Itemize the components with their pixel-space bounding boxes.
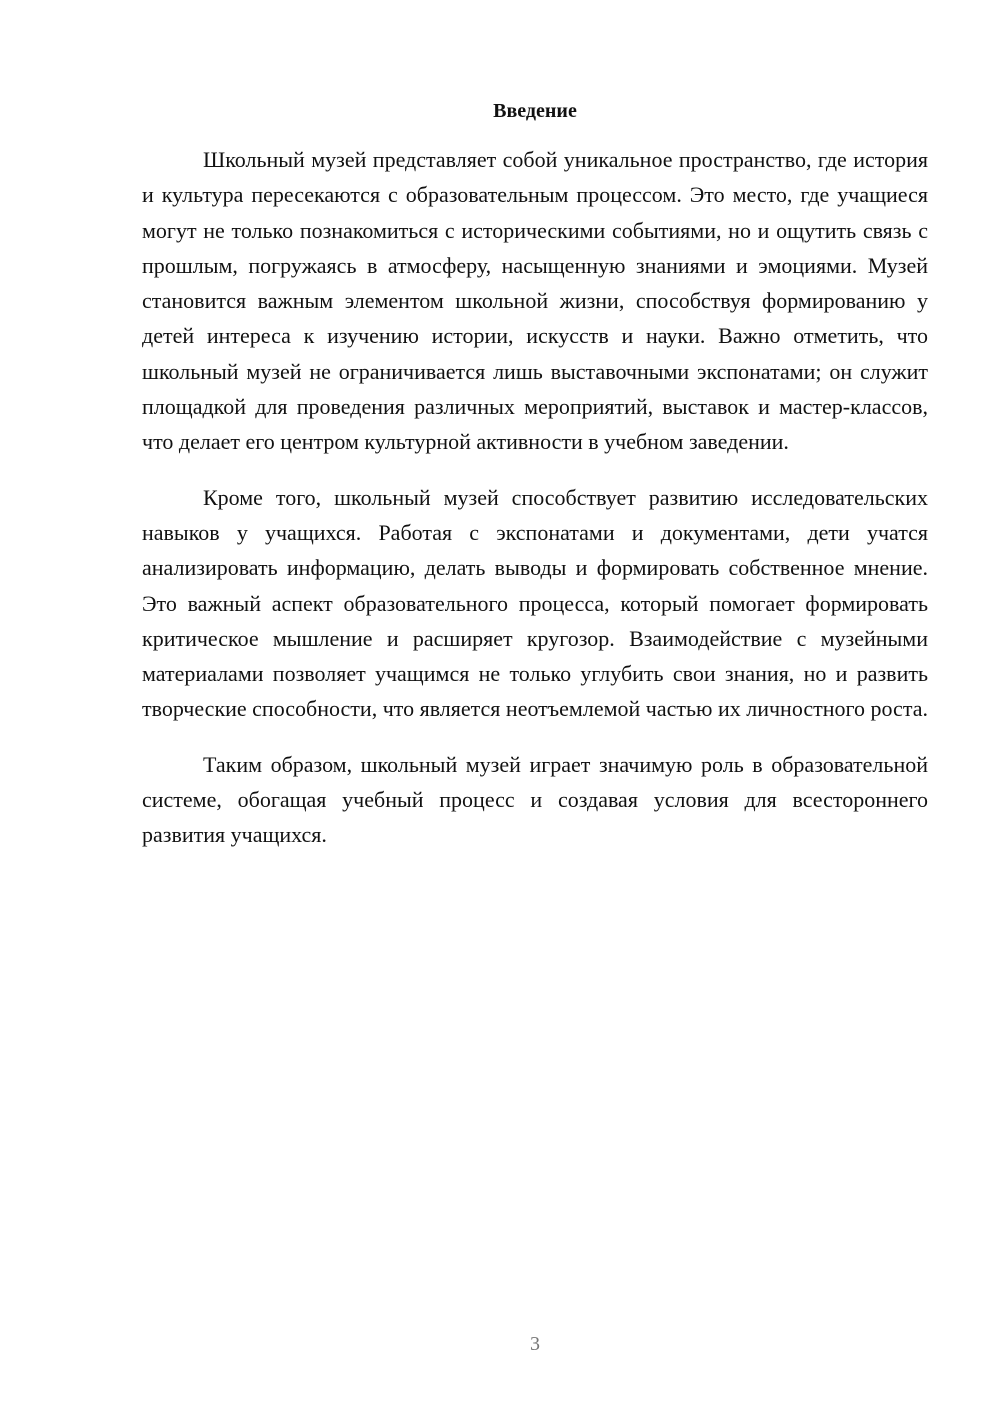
body-text	[142, 142, 928, 873]
paragraph-1: Школьный музей представляет собой уникальное пространство, где история и культура пересекаются с образовательным процессом. Это место, где учащиеся могут не только познакомиться с историческими событиями, но и ощутить связь с прошлым, погружаясь в атмосферу, насыщенную знаниями и эмоциями. Музей становится важным элементом школьной жизни, способствуя формированию у детей интереса к изучению истории, искусств и науки. Важно отметить, что школьный музей не ограничивается лишь выставочными экспонатами; он служит площадкой для проведения различных мероприятий, выставок и мастер-классов, что делает его центром культурной активности в учебном заведении.	[142, 147, 928, 455]
section-heading: Введение	[493, 100, 577, 122]
paragraph-3: Таким образом, школьный музей играет значимую роль в образовательной системе, обогащая учебный процесс и создавая условия для всестороннего развития учащихся.	[142, 751, 928, 848]
paragraph-2: Кроме того, школьный музей способствует развитию исследовательских навыков у учащихся. Работая с экспонатами и документами, дети учатся анализировать информацию, делать выводы и формировать собственное мнение. Это важный аспект образовательного процесса, который помогает формировать критическое мышление и расширяет кругозор. Взаимодействие с музейными материалами позволяет учащимся не только углубить свои знания, но и развить творческие способности, что является неотъемлемой частью их личностного роста.	[142, 484, 928, 722]
page-number: 3	[530, 1333, 540, 1355]
